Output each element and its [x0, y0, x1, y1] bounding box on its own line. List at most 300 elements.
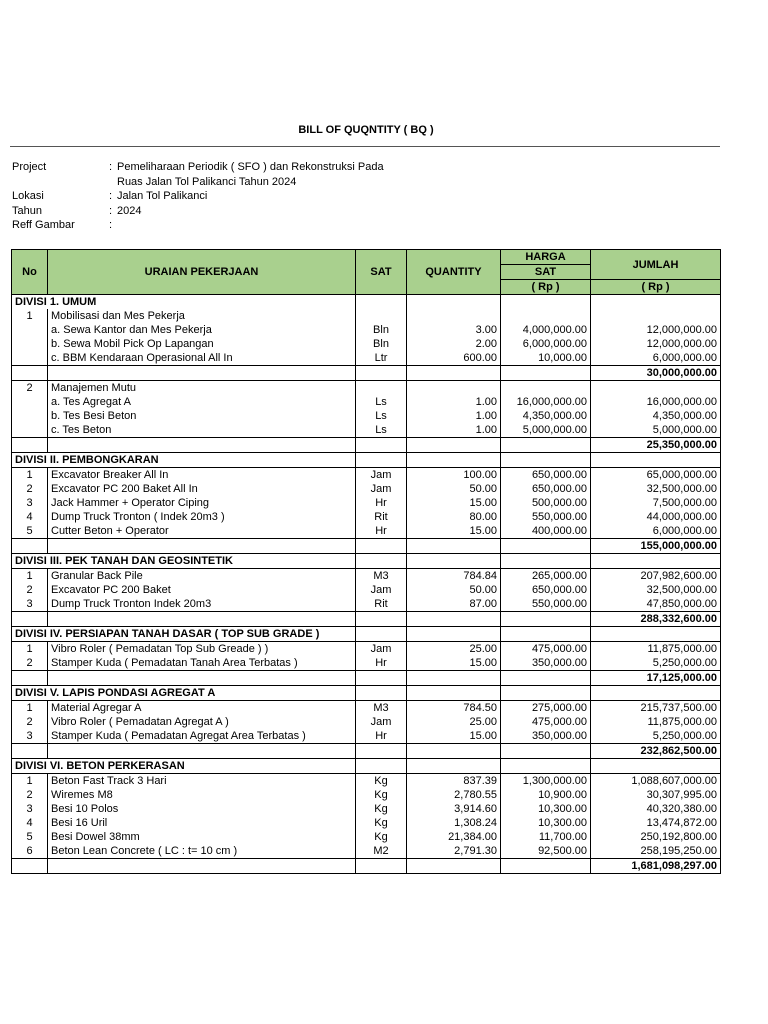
item-unit: M3 [356, 701, 407, 716]
table-row [12, 583, 721, 597]
empty-cell [407, 295, 501, 310]
item-unit-price: 11,700.00 [501, 830, 591, 844]
document-title: BILL OF QUQNTITY ( BQ ) [298, 124, 434, 136]
item-number: 3 [12, 597, 48, 612]
empty-cell [12, 671, 48, 686]
item-quantity: 15.00 [407, 656, 501, 671]
title-divider [10, 146, 720, 147]
item-quantity: 100.00 [407, 468, 501, 483]
header-uraian: URAIAN PEKERJAAN [48, 250, 356, 295]
header-quantity: QUANTITY [407, 250, 501, 295]
empty-cell [12, 859, 48, 874]
table-row [12, 409, 721, 423]
item-unit: Ltr [356, 351, 407, 366]
empty-cell [501, 744, 591, 759]
item-unit: Ls [356, 409, 407, 423]
empty-cell [48, 366, 356, 381]
item-unit: Hr [356, 524, 407, 539]
table-row [12, 642, 721, 657]
item-unit-price: 400,000.00 [501, 524, 591, 539]
empty-cell [356, 671, 407, 686]
empty-cell [48, 539, 356, 554]
item-total: 30,307,995.00 [591, 788, 721, 802]
meta-key: Lokasi [12, 190, 44, 202]
division-title: DIVISI V. LAPIS PONDASI AGREGAT A [12, 686, 356, 701]
table-row [12, 802, 721, 816]
subtotal-value: 30,000,000.00 [591, 366, 721, 381]
subtotal-value: 25,350,000.00 [591, 438, 721, 453]
project-meta [12, 160, 384, 233]
item-description: Stamper Kuda ( Pemadatan Agregat Area Terbatas ) [48, 729, 356, 744]
item-number: 4 [12, 816, 48, 830]
empty-cell [48, 438, 356, 453]
header-no: No [12, 250, 48, 295]
item-unit-price: 92,500.00 [501, 844, 591, 859]
empty-cell [501, 366, 591, 381]
subtotal-value: 1,681,098,297.00 [591, 859, 721, 874]
item-total: 6,000,000.00 [591, 524, 721, 539]
item-unit: Jam [356, 583, 407, 597]
item-total: 11,875,000.00 [591, 715, 721, 729]
item-number [12, 423, 48, 438]
item-number [12, 351, 48, 366]
item-description: Wiremes M8 [48, 788, 356, 802]
item-unit: Rit [356, 597, 407, 612]
item-unit: Ls [356, 395, 407, 409]
item-quantity: 87.00 [407, 597, 501, 612]
item-quantity: 837.39 [407, 774, 501, 789]
empty-cell [12, 438, 48, 453]
division-row [12, 686, 721, 701]
meta-value [117, 160, 384, 189]
item-quantity: 50.00 [407, 482, 501, 496]
empty-cell [356, 309, 407, 323]
table-row [12, 701, 721, 716]
subtotal-value: 155,000,000.00 [591, 539, 721, 554]
item-number: 6 [12, 844, 48, 859]
item-description: Vibro Roler ( Pemadatan Agregat A ) [48, 715, 356, 729]
header-harga: HARGA [501, 250, 591, 265]
item-description: Besi 10 Polos [48, 802, 356, 816]
empty-cell [356, 627, 407, 642]
item-quantity: 15.00 [407, 729, 501, 744]
table-row [12, 788, 721, 802]
empty-cell [407, 453, 501, 468]
empty-cell [48, 744, 356, 759]
empty-cell [591, 453, 721, 468]
item-description: b. Sewa Mobil Pick Op Lapangan [48, 337, 356, 351]
empty-cell [356, 438, 407, 453]
empty-cell [48, 671, 356, 686]
item-number: 1 [12, 642, 48, 657]
empty-cell [501, 612, 591, 627]
division-row [12, 554, 721, 569]
table-row [12, 715, 721, 729]
item-total: 5,000,000.00 [591, 423, 721, 438]
item-quantity: 15.00 [407, 496, 501, 510]
item-unit-price: 4,000,000.00 [501, 323, 591, 337]
item-total: 40,320,380.00 [591, 802, 721, 816]
item-number: 3 [12, 496, 48, 510]
item-number: 5 [12, 830, 48, 844]
item-unit-price: 6,000,000.00 [501, 337, 591, 351]
item-description: Material Agregar A [48, 701, 356, 716]
table-row [12, 656, 721, 671]
item-description: Excavator Breaker All In [48, 468, 356, 483]
empty-cell [407, 671, 501, 686]
table-row [12, 524, 721, 539]
meta-value: 2024 [117, 204, 142, 217]
item-description: Granular Back Pile [48, 569, 356, 584]
division-title: DIVISI IV. PERSIAPAN TANAH DASAR ( TOP SUB GRADE ) [12, 627, 356, 642]
empty-cell [356, 744, 407, 759]
item-unit-price: 650,000.00 [501, 468, 591, 483]
item-total: 47,850,000.00 [591, 597, 721, 612]
item-unit-price: 4,350,000.00 [501, 409, 591, 423]
subtotal-row [12, 612, 721, 627]
item-unit-price: 475,000.00 [501, 642, 591, 657]
empty-cell [48, 612, 356, 627]
item-number: 1 [12, 774, 48, 789]
item-quantity: 25.00 [407, 715, 501, 729]
item-unit: Bln [356, 323, 407, 337]
empty-cell [591, 627, 721, 642]
division-title: DIVISI VI. BETON PERKERASAN [12, 759, 356, 774]
division-row [12, 759, 721, 774]
table-row [12, 323, 721, 337]
item-total: 11,875,000.00 [591, 642, 721, 657]
item-unit: Ls [356, 423, 407, 438]
group-heading: Manajemen Mutu [48, 381, 356, 396]
item-total: 5,250,000.00 [591, 656, 721, 671]
empty-cell [356, 539, 407, 554]
item-quantity: 1,308.24 [407, 816, 501, 830]
empty-cell [501, 381, 591, 396]
meta-value-line: Pemeliharaan Periodik ( SFO ) dan Rekonstruksi Pada [117, 161, 384, 173]
empty-cell [407, 366, 501, 381]
item-unit-price: 650,000.00 [501, 482, 591, 496]
empty-cell [501, 295, 591, 310]
item-unit-price: 5,000,000.00 [501, 423, 591, 438]
item-unit: Rit [356, 510, 407, 524]
table-row [12, 729, 721, 744]
subtotal-value: 232,862,500.00 [591, 744, 721, 759]
empty-cell [407, 744, 501, 759]
empty-cell [407, 381, 501, 396]
item-description: Excavator PC 200 Baket All In [48, 482, 356, 496]
item-description: b. Tes Besi Beton [48, 409, 356, 423]
table-row [12, 816, 721, 830]
table-row [12, 482, 721, 496]
item-quantity: 21,384.00 [407, 830, 501, 844]
meta-colon: : [109, 161, 113, 173]
item-description: a. Tes Agregat A [48, 395, 356, 409]
item-total: 250,192,800.00 [591, 830, 721, 844]
subtotal-row [12, 438, 721, 453]
table-row [12, 844, 721, 859]
item-total: 207,982,600.00 [591, 569, 721, 584]
item-total: 13,474,872.00 [591, 816, 721, 830]
empty-cell [501, 859, 591, 874]
item-description: a. Sewa Kantor dan Mes Pekerja [48, 323, 356, 337]
empty-cell [12, 612, 48, 627]
item-total: 4,350,000.00 [591, 409, 721, 423]
item-unit-price: 265,000.00 [501, 569, 591, 584]
empty-cell [591, 759, 721, 774]
item-total: 5,250,000.00 [591, 729, 721, 744]
item-quantity: 1.00 [407, 423, 501, 438]
empty-cell [356, 759, 407, 774]
item-unit-price: 650,000.00 [501, 583, 591, 597]
meta-value: Jalan Tol Palikanci [117, 190, 208, 202]
empty-cell [356, 295, 407, 310]
meta-value-line: Ruas Jalan Tol Palikanci Tahun 2024 [117, 175, 297, 188]
item-description: c. Tes Beton [48, 423, 356, 438]
item-quantity: 3.00 [407, 323, 501, 337]
group-heading-row [12, 309, 721, 323]
item-quantity: 25.00 [407, 642, 501, 657]
meta-colon: : [109, 219, 113, 231]
empty-cell [407, 686, 501, 701]
empty-cell [501, 539, 591, 554]
item-unit: Jam [356, 715, 407, 729]
empty-cell [12, 744, 48, 759]
item-unit: Hr [356, 729, 407, 744]
subtotal-row [12, 539, 721, 554]
table-row [12, 774, 721, 789]
table-body [12, 295, 721, 874]
table-row [12, 395, 721, 409]
empty-cell [501, 671, 591, 686]
item-description: Jack Hammer + Operator Ciping [48, 496, 356, 510]
bq-table [11, 249, 721, 874]
subtotal-value: 288,332,600.00 [591, 612, 721, 627]
item-unit-price: 275,000.00 [501, 701, 591, 716]
empty-cell [48, 859, 356, 874]
item-description: Vibro Roler ( Pemadatan Top Sub Greade ) ) [48, 642, 356, 657]
item-description: Beton Lean Concrete ( LC : t= 10 cm ) [48, 844, 356, 859]
item-quantity: 3,914.60 [407, 802, 501, 816]
empty-cell [591, 309, 721, 323]
table-row [12, 569, 721, 584]
item-number: 1 [12, 701, 48, 716]
empty-cell [501, 627, 591, 642]
empty-cell [407, 859, 501, 874]
empty-cell [356, 612, 407, 627]
item-total: 32,500,000.00 [591, 583, 721, 597]
empty-cell [407, 554, 501, 569]
item-description: Dump Truck Tronton ( Indek 20m3 ) [48, 510, 356, 524]
item-number [12, 337, 48, 351]
division-row [12, 295, 721, 310]
table-header [12, 250, 721, 295]
item-description: Besi Dowel 38mm [48, 830, 356, 844]
subtotal-row [12, 744, 721, 759]
empty-cell [12, 539, 48, 554]
item-unit-price: 500,000.00 [501, 496, 591, 510]
item-number: 2 [12, 715, 48, 729]
table-row [12, 510, 721, 524]
item-unit: Kg [356, 788, 407, 802]
item-number: 4 [12, 510, 48, 524]
item-total: 1,088,607,000.00 [591, 774, 721, 789]
empty-cell [591, 295, 721, 310]
empty-cell [591, 686, 721, 701]
empty-cell [12, 366, 48, 381]
item-quantity: 2,791.30 [407, 844, 501, 859]
item-number [12, 409, 48, 423]
meta-key: Reff Gambar [12, 219, 75, 231]
item-quantity: 15.00 [407, 524, 501, 539]
item-number: 1 [12, 569, 48, 584]
empty-cell [356, 453, 407, 468]
item-total: 44,000,000.00 [591, 510, 721, 524]
meta-colon: : [109, 190, 113, 202]
item-number [12, 395, 48, 409]
meta-key: Project [12, 161, 47, 173]
item-total: 12,000,000.00 [591, 323, 721, 337]
header-sat: SAT [356, 250, 407, 295]
item-unit: Kg [356, 802, 407, 816]
item-total: 7,500,000.00 [591, 496, 721, 510]
item-unit: Bln [356, 337, 407, 351]
item-quantity: 784.50 [407, 701, 501, 716]
group-heading: Mobilisasi dan Mes Pekerja [48, 309, 356, 323]
item-unit-price: 475,000.00 [501, 715, 591, 729]
empty-cell [407, 309, 501, 323]
item-description: Besi 16 Uril [48, 816, 356, 830]
item-quantity: 600.00 [407, 351, 501, 366]
item-quantity: 1.00 [407, 395, 501, 409]
item-description: Cutter Beton + Operator [48, 524, 356, 539]
header-jumlah: JUMLAH [591, 250, 721, 280]
empty-cell [501, 759, 591, 774]
header-harga-rp: ( Rp ) [501, 280, 591, 295]
empty-cell [356, 554, 407, 569]
item-number [12, 323, 48, 337]
item-quantity: 784.84 [407, 569, 501, 584]
item-unit: Jam [356, 482, 407, 496]
empty-cell [591, 381, 721, 396]
item-unit-price: 550,000.00 [501, 597, 591, 612]
item-unit: Hr [356, 656, 407, 671]
meta-reff-gambar [12, 218, 384, 233]
empty-cell [407, 627, 501, 642]
item-number: 2 [12, 788, 48, 802]
item-unit: Jam [356, 468, 407, 483]
item-unit: Kg [356, 830, 407, 844]
item-quantity: 80.00 [407, 510, 501, 524]
meta-lokasi [12, 189, 384, 204]
item-unit: M2 [356, 844, 407, 859]
subtotal-value: 17,125,000.00 [591, 671, 721, 686]
item-description: Stamper Kuda ( Pemadatan Tanah Area Terbatas ) [48, 656, 356, 671]
table-row [12, 468, 721, 483]
empty-cell [501, 686, 591, 701]
empty-cell [407, 539, 501, 554]
item-unit-price: 1,300,000.00 [501, 774, 591, 789]
item-unit-price: 10,000.00 [501, 351, 591, 366]
division-title: DIVISI 1. UMUM [12, 295, 356, 310]
item-quantity: 2,780.55 [407, 788, 501, 802]
header-harga-sat: SAT [501, 265, 591, 280]
group-number: 1 [12, 309, 48, 323]
item-unit-price: 10,300.00 [501, 802, 591, 816]
table-row [12, 496, 721, 510]
item-total: 32,500,000.00 [591, 482, 721, 496]
item-total: 16,000,000.00 [591, 395, 721, 409]
item-unit: Kg [356, 774, 407, 789]
item-description: c. BBM Kendaraan Operasional All In [48, 351, 356, 366]
empty-cell [501, 309, 591, 323]
subtotal-row [12, 859, 721, 874]
division-title: DIVISI III. PEK TANAH DAN GEOSINTETIK [12, 554, 356, 569]
item-number: 5 [12, 524, 48, 539]
item-unit: M3 [356, 569, 407, 584]
item-total: 65,000,000.00 [591, 468, 721, 483]
empty-cell [501, 453, 591, 468]
table-row [12, 830, 721, 844]
item-total: 258,195,250.00 [591, 844, 721, 859]
item-quantity: 1.00 [407, 409, 501, 423]
empty-cell [356, 686, 407, 701]
item-description: Excavator PC 200 Baket [48, 583, 356, 597]
empty-cell [356, 366, 407, 381]
item-unit-price: 350,000.00 [501, 729, 591, 744]
table-row [12, 597, 721, 612]
header-jumlah-rp: ( Rp ) [591, 280, 721, 295]
table-row [12, 351, 721, 366]
item-unit: Jam [356, 642, 407, 657]
empty-cell [356, 381, 407, 396]
meta-colon: : [109, 204, 113, 217]
item-number: 2 [12, 656, 48, 671]
empty-cell [501, 554, 591, 569]
item-number: 3 [12, 729, 48, 744]
group-number: 2 [12, 381, 48, 396]
item-number: 2 [12, 482, 48, 496]
empty-cell [356, 859, 407, 874]
item-unit-price: 10,900.00 [501, 788, 591, 802]
item-description: Dump Truck Tronton Indek 20m3 [48, 597, 356, 612]
division-row [12, 627, 721, 642]
division-title: DIVISI II. PEMBONGKARAN [12, 453, 356, 468]
table-row [12, 423, 721, 438]
item-number: 2 [12, 583, 48, 597]
empty-cell [501, 438, 591, 453]
table-row [12, 337, 721, 351]
item-unit-price: 10,300.00 [501, 816, 591, 830]
meta-project [12, 160, 384, 189]
subtotal-row [12, 671, 721, 686]
item-number: 3 [12, 802, 48, 816]
empty-cell [407, 612, 501, 627]
item-total: 215,737,500.00 [591, 701, 721, 716]
item-unit: Kg [356, 816, 407, 830]
item-unit-price: 350,000.00 [501, 656, 591, 671]
item-unit-price: 16,000,000.00 [501, 395, 591, 409]
item-number: 1 [12, 468, 48, 483]
subtotal-row [12, 366, 721, 381]
item-quantity: 2.00 [407, 337, 501, 351]
item-total: 12,000,000.00 [591, 337, 721, 351]
empty-cell [407, 438, 501, 453]
meta-tahun [12, 204, 384, 219]
item-description: Beton Fast Track 3 Hari [48, 774, 356, 789]
meta-key: Tahun [12, 204, 42, 217]
group-heading-row [12, 381, 721, 396]
empty-cell [407, 759, 501, 774]
